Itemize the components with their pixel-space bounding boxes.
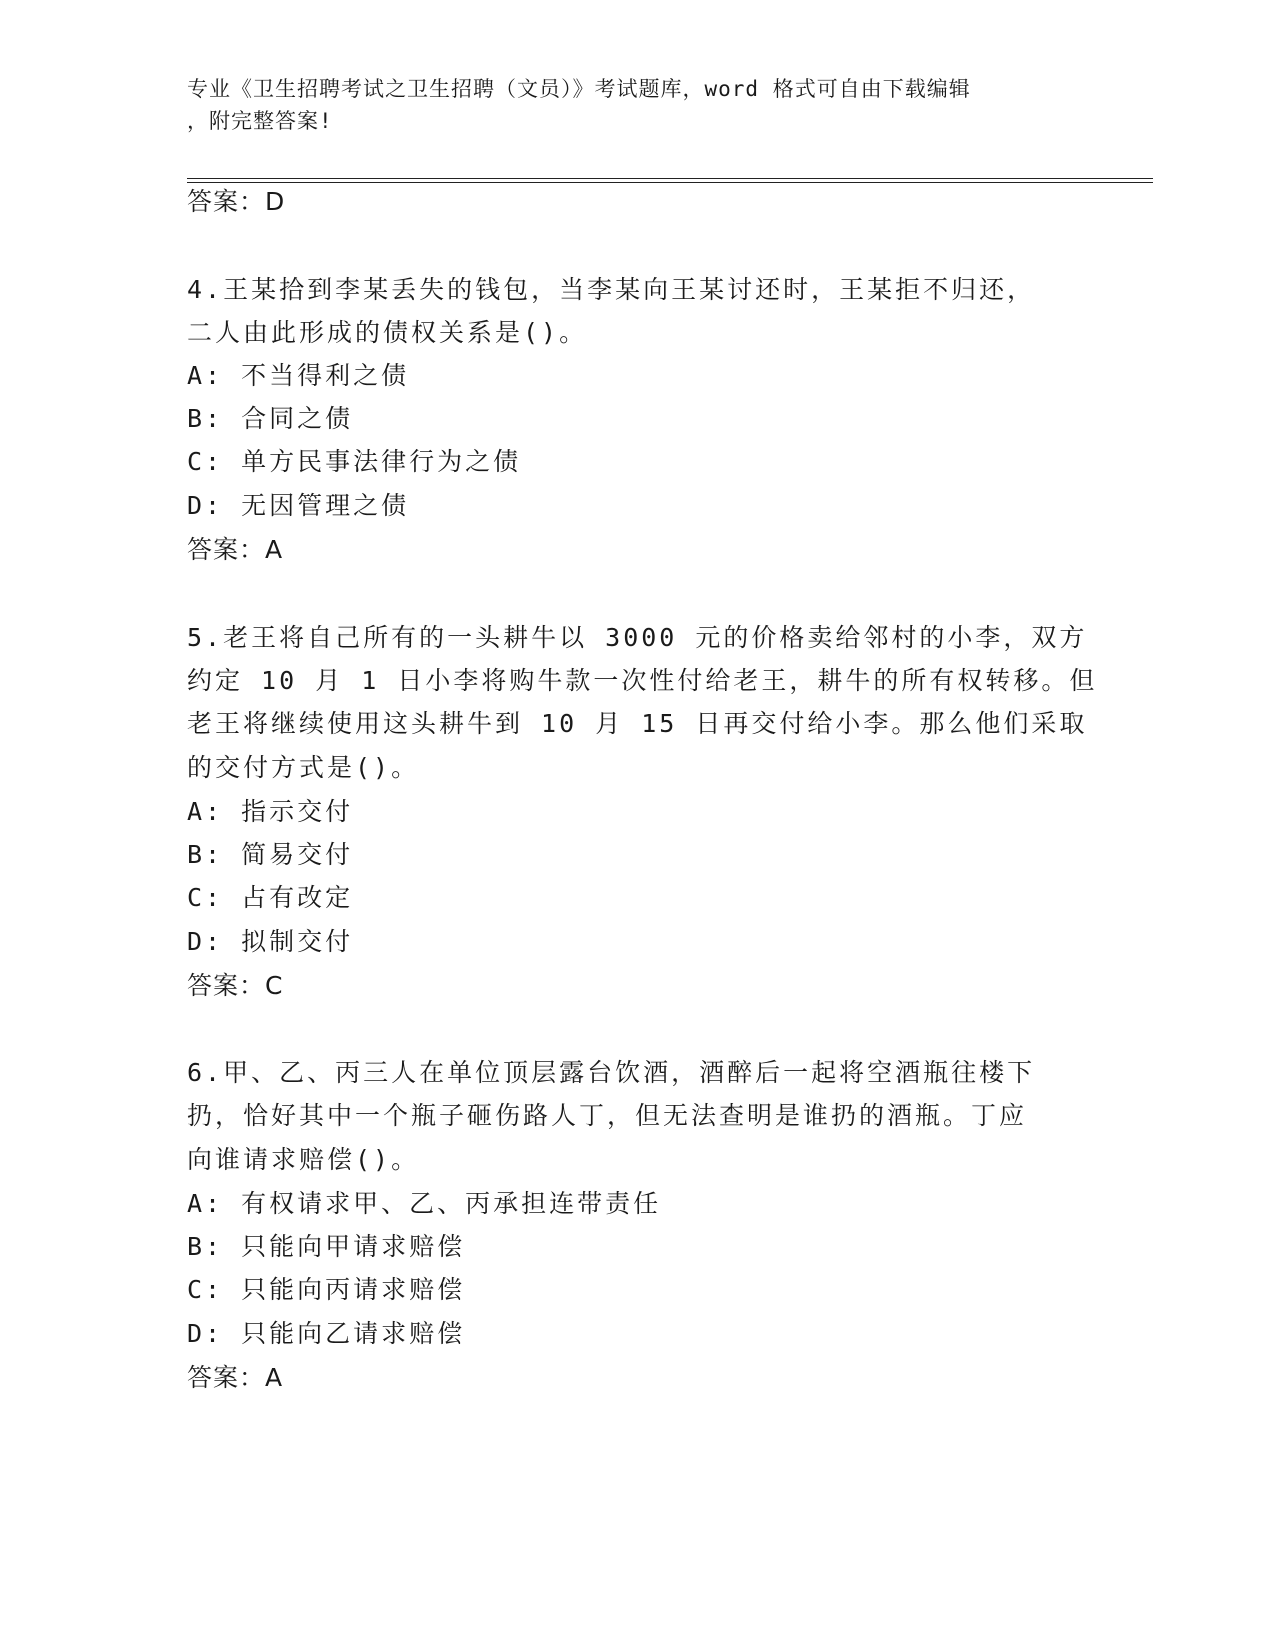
question-4-option-c: C: 单方民事法律行为之债: [187, 447, 522, 476]
question-5-answer: 答案：C: [187, 971, 284, 1000]
question-6-option-d: D: 只能向乙请求赔偿: [187, 1319, 466, 1348]
question-4-option-a: A: 不当得利之债: [187, 361, 410, 390]
question-5-stem-line-2: 约定 10 月 1 日小李将购牛款一次性付给老王，耕牛的所有权转移。但: [187, 666, 1098, 695]
question-4-option-d: D: 无因管理之债: [187, 491, 410, 520]
question-6-stem-line-1: 6.甲、乙、丙三人在单位顶层露台饮酒，酒醉后一起将空酒瓶往楼下: [187, 1058, 1036, 1087]
question-5-stem-line-3: 老王将继续使用这头耕牛到 10 月 15 日再交付给小李。那么他们采取: [187, 709, 1088, 738]
previous-answer: 答案：D: [187, 187, 286, 216]
question-5-stem-line-1: 5.老王将自己所有的一头耕牛以 3000 元的价格卖给邻村的小李，双方: [187, 623, 1088, 652]
question-6-option-b: B: 只能向甲请求赔偿: [187, 1232, 466, 1261]
question-4-stem-line-2: 二人由此形成的债权关系是()。: [187, 318, 588, 347]
question-5-option-b: B: 简易交付: [187, 840, 354, 869]
question-6-option-c: C: 只能向丙请求赔偿: [187, 1275, 466, 1304]
question-6-stem-line-2: 扔，恰好其中一个瓶子砸伤路人丁，但无法查明是谁扔的酒瓶。丁应: [187, 1101, 1028, 1130]
question-6-stem-line-3: 向谁请求赔偿()。: [187, 1145, 420, 1174]
header-line-1: 专业《卫生招聘考试之卫生招聘（文员）》考试题库，word 格式可自由下载编辑: [187, 77, 971, 101]
question-5-option-a: A: 指示交付: [187, 797, 354, 826]
question-6-answer: 答案：A: [187, 1363, 284, 1392]
document-header: [187, 73, 1047, 137]
header-divider: [187, 178, 1153, 183]
question-5-option-c: C: 占有改定: [187, 883, 354, 912]
question-4-answer: 答案：A: [187, 535, 284, 564]
question-4-option-b: B: 合同之债: [187, 404, 354, 433]
question-4-stem-line-1: 4.王某拾到李某丢失的钱包，当李某向王某讨还时，王某拒不归还，: [187, 275, 1036, 304]
question-5-stem-line-4: 的交付方式是()。: [187, 753, 420, 782]
question-5-option-d: D: 拟制交付: [187, 927, 354, 956]
question-6-option-a: A: 有权请求甲、乙、丙承担连带责任: [187, 1189, 662, 1218]
header-line-2: ，附完整答案!: [187, 109, 333, 133]
